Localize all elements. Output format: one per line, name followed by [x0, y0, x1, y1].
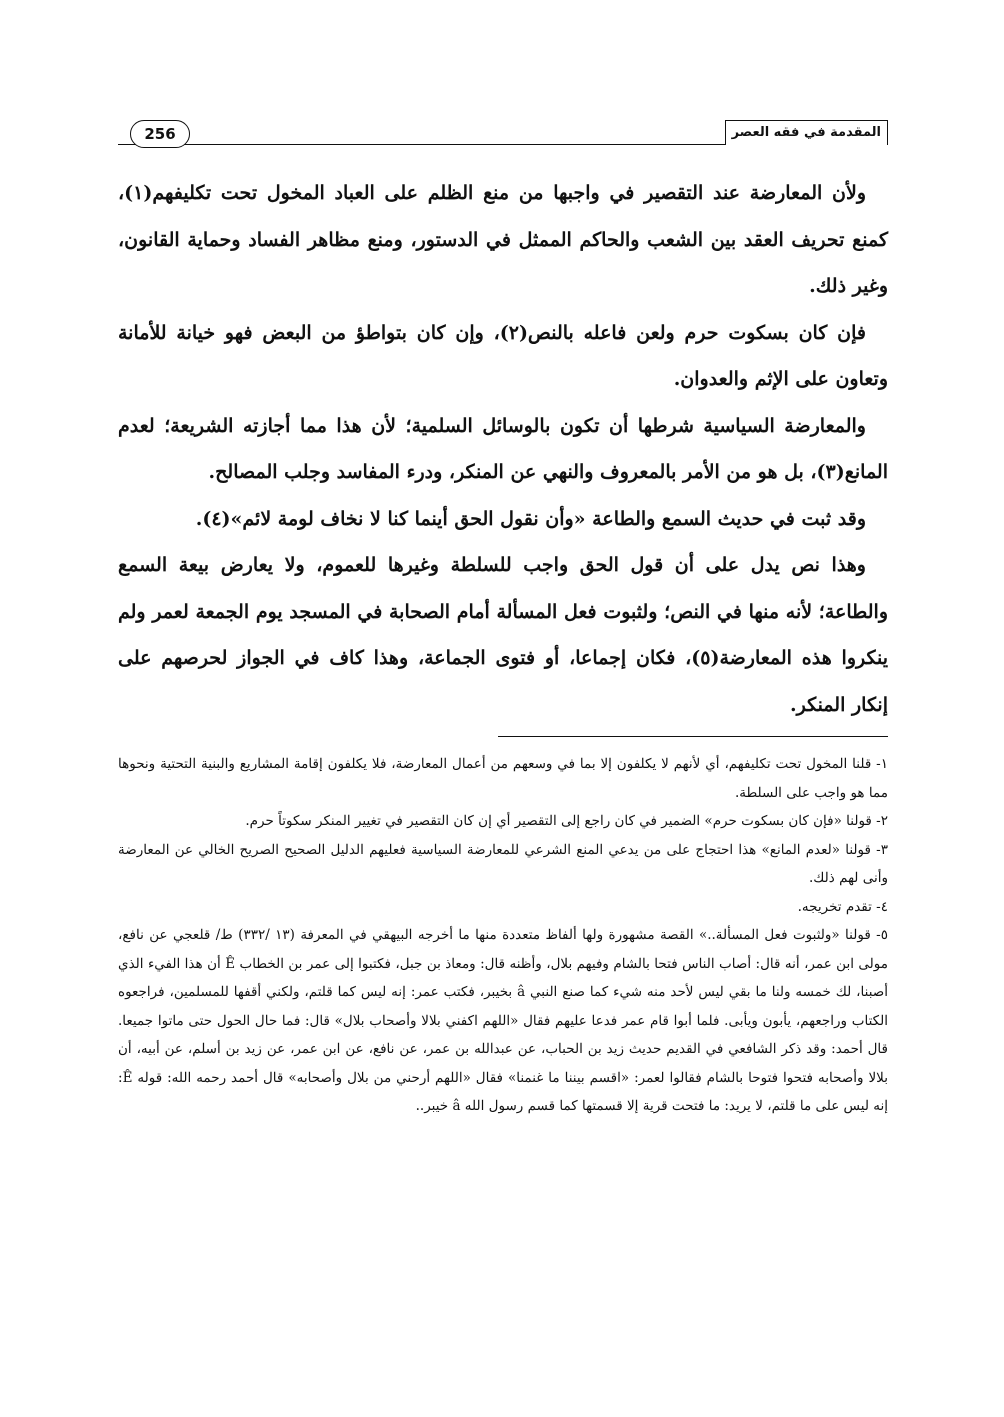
paragraph: فإن كان بسكوت حرم ولعن فاعله بالنص(٢)، وإن كان بتواطؤ من البعض فهو خيانة للأمانة وتعاون على الإثم والعدوان.: [118, 321, 888, 390]
main-text: [118, 170, 888, 728]
footnotes: [118, 750, 888, 1121]
footnote: ١- قلنا المخول تحت تكليفهم، أي لأنهم لا يكلفون إلا بما في وسعهم من أعمال المعارضة، فلا يكلفون إقامة المشاريع والبنية التحتية ونحوها مما هو واجب على السلطة.: [118, 756, 888, 801]
book-title: المقدمة في فقه العصر: [725, 120, 888, 145]
page-header: [118, 120, 888, 146]
footnote: ٢- قولنا «فإن كان بسكوت حرم» الضمير في كان راجع إلى التقصير أي إن كان التقصير في تغيير المنكر سكوتاً حرم.: [245, 813, 888, 829]
paragraph: والمعارضة السياسية شرطها أن تكون بالوسائل السلمية؛ لأن هذا مما أجازته الشريعة؛ لعدم المانع(٣)، بل هو من الأمر بالمعروف والنهي عن المنكر، ودرء المفاسد وجلب المصالح.: [118, 414, 888, 483]
paragraph: وهذا نص يدل على أن قول الحق واجب للسلطة وغيرها للعموم، ولا يعارض بيعة السمع والطاعة؛ لأنه منها في النص؛ ولثبوت فعل المسألة أمام الصحابة في المسجد يوم الجمعة لعمر ولم ينكروا هذه المعارضة(٥)، فكان إجماعا، أو فتوى الجماعة، وهذا كاف في الجواز لحرصهم على إنكار المنكر.: [118, 554, 888, 716]
footnote-separator: [498, 736, 888, 737]
footnote: ٥- قولنا «ولثبوت فعل المسألة..» القصة مشهورة ولها ألفاظ متعددة منها ما أخرجه البيهقي في المعرفة (١٣ /٣٣٢) ط/ قلعجي عن نافع، مولى ابن عمر، أنه قال: أصاب الناس فتحا بالشام وفيهم بلال، وأظنه قال: ومعاذ بن جبل، فكتبوا إلى عمر بن الخطاب Ê أن هذا الفيء الذي أصبنا، لك خمسه ولنا ما بقي ليس لأحد منه شيء كما صنع النبي â بخيبر، فكتب عمر: إنه ليس كما قلتم، ولكني أقفها للمسلمين، فراجعوه الكتاب وراجعهم، يأبون ويأبى. فلما أبوا قام عمر فدعا عليهم فقال «اللهم اكفني بلالا وأصحاب بلال» قال: فما حال الحول حتى ماتوا جميعا. قال أحمد: وقد ذكر الشافعي في القديم حديث زيد بن الحباب، عن عبدالله بن عمر، عن نافع، عن ابن عمر، عن زيد بن أسلم، عن أبيه، أن بلالا وأصحابه فتحوا فتوحا بالشام فقالوا لعمر: «اقسم بيننا ما غنمنا» فقال «اللهم أرحني من بلال وأصحابه» قال أحمد رحمه الله: قوله Ê: إنه ليس على ما قلتم، لا يريد: ما فتحت قرية إلا قسمتها كما قسم رسول الله â خيبر..: [118, 927, 888, 1114]
footnote: ٤- تقدم تخريجه.: [797, 898, 888, 915]
page-number: 256: [130, 120, 190, 148]
footnote: ٣- قولنا «لعدم المانع» هذا احتجاج على من يدعي المنع الشرعي للمعارضة السياسية فعليهم الدليل الصحيح الصريح الخالي عن المعارضة وأنى لهم ذلك.: [118, 841, 888, 886]
paragraph: وقد ثبت في حديث السمع والطاعة «وأن نقول الحق أينما كنا لا نخاف لومة لائم»(٤).: [195, 507, 866, 530]
paragraph: ولأن المعارضة عند التقصير في واجبها من منع الظلم على العباد المخول تحت تكليفهم(١)، كمنع تحريف العقد بين الشعب والحاكم الممثل في الدستور، ومنع مظاهر الفساد وحماية القانون، وغير ذلك.: [118, 182, 888, 297]
